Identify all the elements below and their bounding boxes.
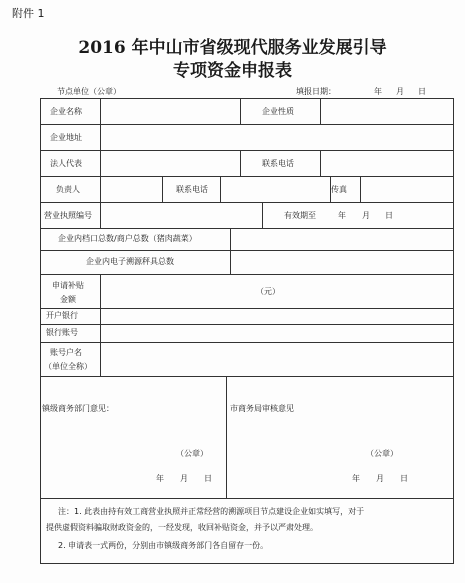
company-nature-label: 企业性质 — [262, 107, 294, 116]
grid-line — [240, 150, 241, 176]
town-opinion-label: 镇级商务部门意见： — [42, 404, 114, 413]
valid-month: 月 — [362, 211, 370, 220]
grid-line — [40, 376, 454, 377]
contact-phone2-label: 联系电话 — [176, 185, 208, 194]
grid-line — [40, 563, 454, 564]
city-seal-label: （公章） — [366, 449, 398, 458]
holder-label-2: （单位全称） — [44, 362, 92, 371]
contact-phone-label: 联系电话 — [262, 159, 294, 168]
city-opinion-label: 市商务局审核意见 — [230, 404, 294, 413]
legal-rep-field[interactable] — [101, 151, 239, 175]
fill-date-label: 填报日期： — [296, 87, 336, 96]
note-line-1: 注：1. 此表由持有效工商营业执照并正常经营的溯源项目节点建设企业如实填写，对于 — [58, 507, 365, 516]
grid-line — [162, 176, 163, 202]
note-line-3: 2. 申请表一式两份，分别由市镇级商务部门各自留存一份。 — [58, 541, 269, 550]
company-address-field[interactable] — [101, 125, 452, 149]
scale-count-label: 企业内电子溯源秤具总数 — [86, 257, 174, 266]
license-no-field[interactable] — [101, 203, 261, 227]
node-unit-label: 节点单位（公章） — [57, 87, 121, 96]
city-opinion-field[interactable] — [227, 418, 452, 446]
fill-date-year: 年 — [374, 87, 382, 96]
bank-field[interactable] — [101, 309, 452, 323]
company-nature-field[interactable] — [321, 99, 452, 123]
attachment-label: 附件 1 — [12, 7, 45, 20]
booth-count-field[interactable] — [231, 229, 452, 249]
holder-label-1: 账号户名 — [50, 348, 82, 357]
town-month: 月 — [180, 474, 188, 483]
town-year: 年 — [156, 474, 164, 483]
grid-line — [453, 98, 454, 564]
scale-count-field[interactable] — [231, 251, 452, 273]
grid-line — [40, 498, 454, 499]
subsidy-label-2: 金额 — [60, 295, 76, 304]
person-in-charge-label: 负责人 — [56, 185, 80, 194]
fax-label: 传真 — [331, 185, 347, 194]
account-field[interactable] — [101, 325, 452, 341]
fill-date-day: 日 — [418, 87, 426, 96]
application-form-table — [40, 98, 454, 564]
note-line-2: 提供虚假资料骗取财政资金的，一经发现，收回补贴资金，并予以严肃处理。 — [46, 523, 318, 532]
account-holder-field[interactable] — [101, 343, 452, 375]
town-opinion-field[interactable] — [41, 418, 225, 446]
valid-until-label: 有效期至 — [284, 211, 316, 220]
company-name-field[interactable] — [101, 99, 239, 123]
contact-phone2-field[interactable] — [221, 177, 329, 201]
form-title: 2016 年中山市省级现代服务业发展引导 — [78, 38, 387, 58]
legal-rep-label: 法人代表 — [50, 159, 82, 168]
form-subtitle: 专项资金申报表 — [173, 61, 292, 81]
valid-year: 年 — [338, 211, 346, 220]
town-day: 日 — [204, 474, 212, 483]
grid-line — [240, 98, 241, 124]
subsidy-label-1: 申请补贴 — [52, 281, 84, 290]
grid-line — [262, 202, 263, 228]
fill-date-month: 月 — [396, 87, 404, 96]
company-name-label: 企业名称 — [50, 107, 82, 116]
contact-phone-field[interactable] — [321, 151, 452, 175]
account-label: 银行账号 — [46, 328, 78, 337]
grid-line — [40, 98, 41, 564]
subsidy-amount-field[interactable] — [101, 275, 241, 307]
person-in-charge-field[interactable] — [101, 177, 161, 201]
bank-label: 开户银行 — [46, 311, 78, 320]
city-year: 年 — [352, 474, 360, 483]
yuan-label: （元） — [256, 287, 280, 296]
city-month: 月 — [376, 474, 384, 483]
booth-count-label: 企业内档口总数/商户总数（猪肉蔬菜） — [58, 234, 197, 243]
town-seal-label: （公章） — [176, 449, 208, 458]
valid-day: 日 — [385, 211, 393, 220]
license-no-label: 营业执照编号 — [44, 211, 92, 220]
city-day: 日 — [400, 474, 408, 483]
company-address-label: 企业地址 — [50, 133, 82, 142]
fax-field[interactable] — [361, 177, 452, 201]
